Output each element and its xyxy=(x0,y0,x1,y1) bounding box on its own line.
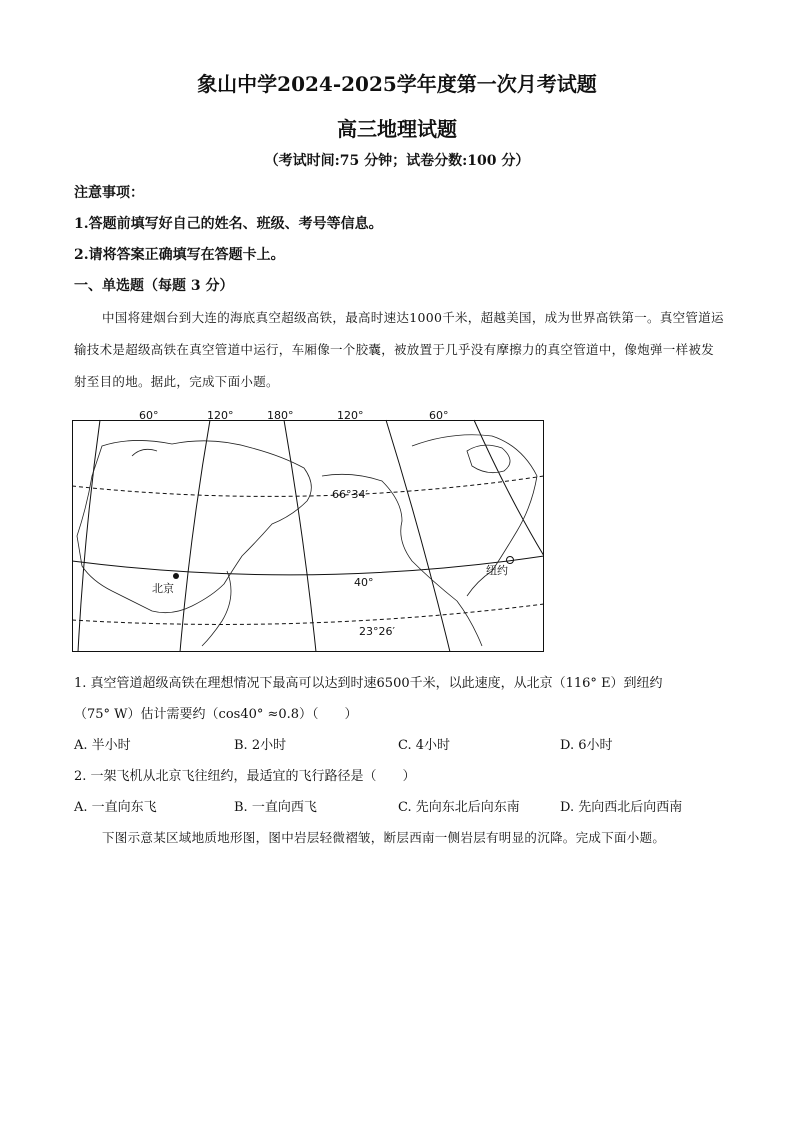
q1-option-d[interactable]: D. 6小时 xyxy=(560,738,613,753)
lon-label-2: 120° xyxy=(207,409,234,422)
exam-title: 象山中学2024-2025学年度第一次月考试题 xyxy=(197,72,597,96)
q2-option-c[interactable]: C. 先向东北后向东南 xyxy=(398,800,520,815)
notice-heading: 注意事项： xyxy=(74,185,144,201)
lon-label-5: 60° xyxy=(429,409,449,422)
q1-option-c[interactable]: C. 4小时 xyxy=(398,738,451,753)
parallel-label-40: 40° xyxy=(354,576,374,589)
intro-paragraph: 中国将建烟台到大连的海底真空超级高铁，最高时速达1000千米，超越美国，成为世界高铁第一。真空管道运输技术是超级高铁在真空管道中运行，车厢像一个胶囊，被放置于几乎没有摩擦力的真空管道中，像炮弹一样被发射至目的地。据此，完成下面小题。 xyxy=(74,310,724,389)
section-heading: 一、单选题（每题 3 分） xyxy=(74,278,234,294)
exam-info: （考试时间:75 分钟；试卷分数:100 分） xyxy=(264,153,530,169)
lon-label-4: 120° xyxy=(337,409,364,422)
question-2-stem: 2. 一架飞机从北京飞往纽约，最适宜的飞行路径是（ ） xyxy=(74,769,416,784)
q2-option-b[interactable]: B. 一直向西飞 xyxy=(234,800,317,815)
q1-option-b[interactable]: B. 2小时 xyxy=(234,738,287,753)
parallel-label-arctic: 66°34′ xyxy=(332,488,368,501)
question-1-line1: 1. 真空管道超级高铁在理想情况下最高可以达到时速6500千米，以此速度，从北京（116° E）到纽约 xyxy=(74,676,663,691)
beijing-marker xyxy=(173,573,179,579)
exam-subtitle: 高三地理试题 xyxy=(337,117,457,141)
q1-option-a[interactable]: A. 半小时 xyxy=(74,738,131,753)
world-map-figure xyxy=(72,406,544,652)
lon-label-3: 180° xyxy=(267,409,294,422)
q2-option-d[interactable]: D. 先向西北后向西南 xyxy=(560,800,683,815)
question-1-line2: （75° W）估计需要约（cos40° ≈0.8）（ ） xyxy=(74,707,358,722)
notice-item-2: 2.请将答案正确填写在答题卡上。 xyxy=(74,247,285,263)
intro-paragraph-2: 下图示意某区域地质地形图，图中岩层轻微褶皱，断层西南一侧岩层有明显的沉降。完成下面小题。 xyxy=(102,830,666,845)
city-label-beijing: 北京 xyxy=(152,582,174,595)
city-label-newyork: 纽约 xyxy=(486,564,508,577)
q2-option-a[interactable]: A. 一直向东飞 xyxy=(74,800,157,815)
lon-label-1: 60° xyxy=(139,409,159,422)
notice-item-1: 1.答题前填写好自己的姓名、班级、考号等信息。 xyxy=(74,216,383,232)
map-frame xyxy=(73,421,544,652)
parallel-label-tropic: 23°26′ xyxy=(359,625,395,638)
